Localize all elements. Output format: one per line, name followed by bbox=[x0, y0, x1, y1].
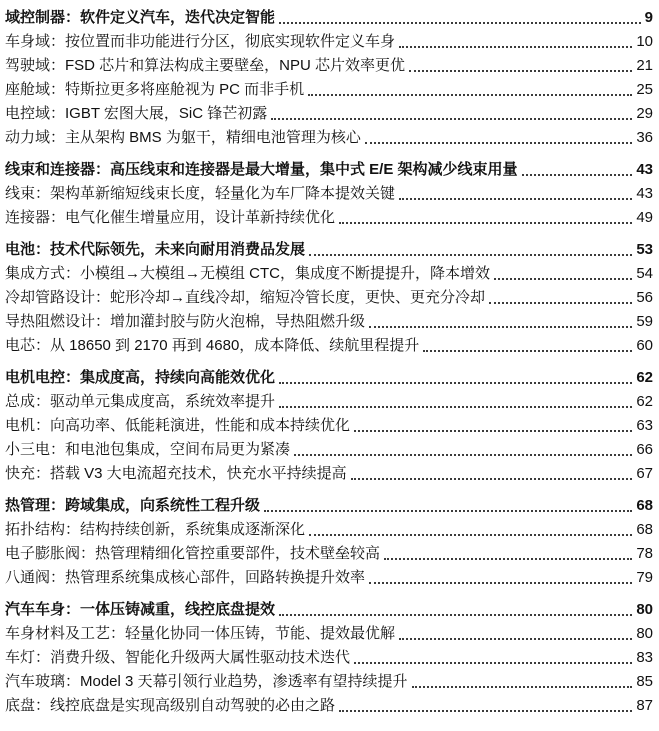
toc-entry[interactable] bbox=[5, 205, 653, 229]
dotted-leader bbox=[279, 614, 632, 616]
dotted-leader bbox=[294, 454, 632, 456]
toc-section-header[interactable] bbox=[5, 493, 653, 517]
toc-section-header[interactable] bbox=[5, 237, 653, 261]
toc-entry-title: 汽车玻璃：Model 3 天幕引领行业趋势，渗透率有望持续提升 bbox=[5, 673, 408, 690]
toc-entry-title: 连接器：电气化催生增量应用，设计革新持续优化 bbox=[5, 209, 336, 226]
dotted-leader bbox=[399, 198, 632, 200]
toc-section-header[interactable] bbox=[5, 157, 653, 181]
toc-entry-page: 49 bbox=[636, 209, 653, 226]
toc-entry[interactable] bbox=[5, 261, 653, 285]
dotted-leader bbox=[399, 638, 632, 640]
toc-entry[interactable] bbox=[5, 29, 653, 53]
dotted-leader bbox=[399, 46, 632, 48]
toc-entry[interactable] bbox=[5, 517, 653, 541]
toc-entry[interactable] bbox=[5, 53, 653, 77]
toc-entry-page: 66 bbox=[636, 441, 653, 458]
toc-entry[interactable] bbox=[5, 669, 653, 693]
dotted-leader bbox=[339, 222, 632, 224]
toc-entry-page: 54 bbox=[636, 265, 653, 282]
dotted-leader bbox=[351, 478, 633, 480]
toc-entry[interactable] bbox=[5, 77, 653, 101]
toc-entry[interactable] bbox=[5, 101, 653, 125]
dotted-leader bbox=[369, 326, 632, 328]
toc-section-title: 汽车车身：一体压铸减重，线控底盘提效 bbox=[5, 601, 276, 618]
toc-entry[interactable] bbox=[5, 285, 653, 309]
dotted-leader bbox=[308, 94, 632, 96]
toc-entry[interactable] bbox=[5, 621, 653, 645]
toc-section-header[interactable] bbox=[5, 5, 653, 29]
dotted-leader bbox=[412, 686, 633, 688]
toc-entry-title: 小三电：和电池包集成，空间布局更为紧凑 bbox=[5, 441, 291, 458]
toc-section-page: 62 bbox=[636, 369, 653, 386]
toc-entry-title: 动力域：主从架构 BMS 为躯干，精细电池管理为核心 bbox=[5, 129, 361, 146]
dotted-leader bbox=[264, 510, 632, 512]
toc-entry-title: 电子膨胀阀：热管理精细化管控重要部件，技术壁垒较高 bbox=[5, 545, 381, 562]
toc-entry-title: 车身材料及工艺：轻量化协同一体压铸，节能、提效最优解 bbox=[5, 625, 396, 642]
toc-entry-page: 79 bbox=[636, 569, 653, 586]
toc-entry[interactable] bbox=[5, 437, 653, 461]
dotted-leader bbox=[279, 22, 641, 24]
dotted-leader bbox=[409, 70, 632, 72]
dotted-leader bbox=[494, 278, 632, 280]
dotted-leader bbox=[522, 174, 633, 176]
toc-entry-title: 快充：搭载 V3 大电流超充技术，快充水平持续提高 bbox=[5, 465, 347, 482]
toc-section-title: 电机电控：集成度高，持续向高能效优化 bbox=[5, 369, 276, 386]
toc-entry-page: 85 bbox=[636, 673, 653, 690]
toc-entry-title: 底盘：线控底盘是实现高级别自动驾驶的必由之路 bbox=[5, 697, 336, 714]
toc-section-title: 线束和连接器：高压线束和连接器是最大增量，集中式 E/E 架构减少线束用量 bbox=[5, 161, 518, 178]
toc-entry-page: 67 bbox=[636, 465, 653, 482]
dotted-leader bbox=[384, 558, 632, 560]
dotted-leader bbox=[309, 254, 632, 256]
dotted-leader bbox=[423, 350, 632, 352]
toc-entry-page: 68 bbox=[636, 521, 653, 538]
toc-section-title: 热管理：跨域集成，向系统性工程升级 bbox=[5, 497, 261, 514]
toc-entry-title: 车灯：消费升级、智能化升级两大属性驱动技术迭代 bbox=[5, 649, 351, 666]
dotted-leader bbox=[369, 582, 632, 584]
dotted-leader bbox=[271, 118, 632, 120]
dotted-leader bbox=[279, 406, 632, 408]
toc-entry-page: 62 bbox=[636, 393, 653, 410]
toc-section bbox=[5, 365, 653, 485]
toc-entry[interactable] bbox=[5, 181, 653, 205]
toc-section-page: 80 bbox=[636, 601, 653, 618]
toc-entry-page: 43 bbox=[636, 185, 653, 202]
dotted-leader bbox=[309, 534, 632, 536]
toc-entry-title: 车身域：按位置而非功能进行分区，彻底实现软件定义车身 bbox=[5, 33, 396, 50]
toc-entry-page: 56 bbox=[636, 289, 653, 306]
toc-entry-title: 驾驶域：FSD 芯片和算法构成主要壁垒，NPU 芯片效率更优 bbox=[5, 57, 406, 74]
toc-entry[interactable] bbox=[5, 333, 653, 357]
toc-section bbox=[5, 597, 653, 717]
toc-entry-page: 63 bbox=[636, 417, 653, 434]
toc-section bbox=[5, 157, 653, 229]
toc-entry[interactable] bbox=[5, 413, 653, 437]
dotted-leader bbox=[339, 710, 632, 712]
toc-entry[interactable] bbox=[5, 541, 653, 565]
toc-entry-title: 集成方式：小模组→大模组→无模组 CTC，集成度不断提提升，降本增效 bbox=[5, 265, 490, 282]
toc-entry-page: 36 bbox=[636, 129, 653, 146]
toc-entry[interactable] bbox=[5, 125, 653, 149]
toc-section-page: 9 bbox=[644, 9, 653, 26]
toc-entry-page: 78 bbox=[636, 545, 653, 562]
toc-section-title: 电池：技术代际领先，未来向耐用消费品发展 bbox=[5, 241, 306, 258]
toc-section bbox=[5, 5, 653, 149]
toc-entry[interactable] bbox=[5, 461, 653, 485]
toc-entry-title: 电机：向高功率、低能耗演进，性能和成本持续优化 bbox=[5, 417, 351, 434]
toc-entry-title: 八通阀：热管理系统集成核心部件，回路转换提升效率 bbox=[5, 569, 366, 586]
toc-section-page: 53 bbox=[636, 241, 653, 258]
toc-section-title: 域控制器：软件定义汽车，迭代决定智能 bbox=[5, 9, 276, 26]
table-of-contents bbox=[5, 5, 653, 717]
toc-section-header[interactable] bbox=[5, 597, 653, 621]
toc-entry-page: 10 bbox=[636, 33, 653, 50]
toc-entry-page: 60 bbox=[636, 337, 653, 354]
toc-entry-page: 83 bbox=[636, 649, 653, 666]
toc-entry-page: 29 bbox=[636, 105, 653, 122]
toc-section-page: 68 bbox=[636, 497, 653, 514]
dotted-leader bbox=[354, 430, 632, 432]
dotted-leader bbox=[365, 142, 632, 144]
toc-entry-title: 座舱域：特斯拉更多将座舱视为 PC 而非手机 bbox=[5, 81, 305, 98]
toc-entry[interactable] bbox=[5, 645, 653, 669]
toc-section bbox=[5, 493, 653, 589]
toc-entry-title: 线束：架构革新缩短线束长度，轻量化为车厂降本提效关键 bbox=[5, 185, 396, 202]
toc-entry[interactable] bbox=[5, 693, 653, 717]
toc-entry-title: 电芯：从 18650 到 2170 再到 4680，成本降低、续航里程提升 bbox=[5, 337, 420, 354]
toc-entry-page: 25 bbox=[636, 81, 653, 98]
toc-entry-page: 80 bbox=[636, 625, 653, 642]
dotted-leader bbox=[279, 382, 632, 384]
toc-entry-title: 电控域：IGBT 宏图大展，SiC 锋芒初露 bbox=[5, 105, 268, 122]
toc-entry-title: 总成：驱动单元集成度高，系统效率提升 bbox=[5, 393, 276, 410]
toc-entry-title: 导热阻燃设计：增加灌封胶与防火泡棉，导热阻燃升级 bbox=[5, 313, 366, 330]
dotted-leader bbox=[354, 662, 632, 664]
toc-section bbox=[5, 237, 653, 357]
toc-entry-page: 59 bbox=[636, 313, 653, 330]
toc-entry[interactable] bbox=[5, 309, 653, 333]
toc-entry-page: 21 bbox=[636, 57, 653, 74]
dotted-leader bbox=[489, 302, 632, 304]
toc-entry-title: 拓扑结构：结构持续创新，系统集成逐渐深化 bbox=[5, 521, 306, 538]
toc-entry-page: 87 bbox=[636, 697, 653, 714]
toc-entry-title: 冷却管路设计：蛇形冷却→直线冷却，缩短冷管长度，更快、更充分冷却 bbox=[5, 289, 486, 306]
toc-section-header[interactable] bbox=[5, 365, 653, 389]
toc-section-page: 43 bbox=[636, 161, 653, 178]
toc-entry[interactable] bbox=[5, 389, 653, 413]
toc-entry[interactable] bbox=[5, 565, 653, 589]
